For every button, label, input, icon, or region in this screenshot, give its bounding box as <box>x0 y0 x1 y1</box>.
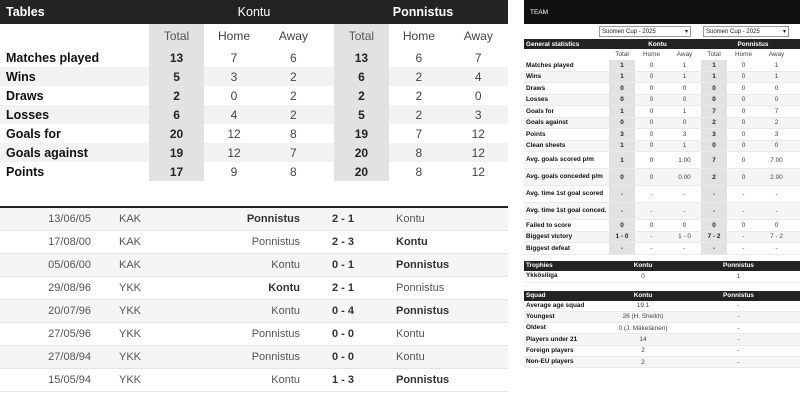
right-panel <box>524 0 800 400</box>
stat-value: 7 <box>774 107 779 115</box>
table-row <box>0 67 508 86</box>
team1-name[interactable]: Kontu <box>237 5 271 19</box>
match-home-team[interactable]: Ponnistus <box>246 213 300 225</box>
stat-label: Wins <box>526 73 542 80</box>
stat-value: 0 <box>741 84 746 92</box>
stat-value: 3 <box>701 129 727 140</box>
stat-value: 2 <box>701 118 727 129</box>
general-statistics-title: General statistics <box>526 40 580 48</box>
stat-value: 0 <box>649 84 654 92</box>
stat-value: 4 <box>230 107 238 122</box>
stat-value: 0.00 <box>678 173 691 181</box>
col-away-1: Away <box>278 29 308 43</box>
stat-value: 5 <box>334 105 390 124</box>
squad-value-1: 14 <box>639 336 647 344</box>
tables-column-headers <box>0 24 508 48</box>
stat-value: 2 <box>290 88 297 103</box>
stat-value: - <box>650 207 653 215</box>
stat-row <box>524 95 800 107</box>
match-competition: YKK <box>119 351 142 363</box>
stat-value: 1 - 0 <box>609 232 635 243</box>
match-score[interactable]: 1 - 3 <box>331 374 354 386</box>
squad-row <box>524 323 800 334</box>
team2-name[interactable]: Ponnistus <box>392 5 454 19</box>
stat-value: 2 <box>415 88 423 103</box>
stat-value: 0 <box>609 95 635 106</box>
row-label: Points <box>6 164 45 179</box>
stat-value: 1.00 <box>678 156 691 164</box>
stat-value: 0 <box>609 220 635 231</box>
season-select-2-value: Suomen Cup - 2025 <box>706 28 760 35</box>
match-date: 13/06/05 <box>48 213 91 225</box>
squad-value-1: 2 <box>641 347 645 355</box>
stat-value: 1 <box>774 61 779 69</box>
stat-value: - <box>683 244 686 252</box>
stat-row <box>524 129 800 141</box>
stat-value: 0 <box>701 141 727 152</box>
match-home-team[interactable]: Ponnistus <box>251 236 300 248</box>
stat-value: 20 <box>334 162 390 181</box>
stat-value: 7 <box>230 50 238 65</box>
stat-value: 20 <box>149 124 205 143</box>
stat-row <box>524 141 800 153</box>
stat-value: - <box>701 243 727 254</box>
stat-value: 0 <box>682 96 687 104</box>
match-away-team[interactable]: Kontu <box>396 236 428 248</box>
stat-value: 0 <box>649 142 654 150</box>
stat-value: 19 <box>334 124 390 143</box>
match-score[interactable]: 2 - 3 <box>331 236 354 248</box>
match-away-team[interactable]: Kontu <box>396 328 425 340</box>
stat-value: 2 <box>701 169 727 185</box>
stat-value: 13 <box>334 48 390 67</box>
match-score[interactable]: 0 - 0 <box>331 328 354 340</box>
stat-value: 12 <box>227 126 241 141</box>
stat-value: - <box>609 243 635 254</box>
stat-value: 2 <box>290 69 297 84</box>
squad-header <box>524 291 800 301</box>
stat-value: - <box>609 186 635 202</box>
rcol-away-2: Away <box>768 51 785 58</box>
row-label: Goals against <box>6 145 88 160</box>
squad-value-2: - <box>737 302 740 310</box>
squad-label: Non-EU players <box>526 358 574 366</box>
match-date: 27/08/94 <box>48 351 91 363</box>
stat-value: 7 - 2 <box>770 233 783 241</box>
squad-team2: Ponnistus <box>723 292 754 299</box>
stat-value: 7 - 2 <box>701 232 727 243</box>
match-away-team[interactable]: Ponnistus <box>396 259 450 271</box>
trophy-value-1: 0 <box>641 272 645 280</box>
match-competition: KAK <box>119 213 142 225</box>
team-header <box>524 0 800 24</box>
stat-value: 0 <box>609 83 635 94</box>
stat-value: 12 <box>471 126 485 141</box>
squad-label: Foreign players <box>526 347 574 355</box>
stat-value: 2 <box>415 69 423 84</box>
stat-value: 20 <box>334 143 390 162</box>
match-home-team[interactable]: Ponnistus <box>251 351 300 363</box>
stat-value: 7.00 <box>770 156 783 164</box>
match-row[interactable] <box>0 369 508 392</box>
stat-value: 1 <box>609 106 635 117</box>
stat-value: 0 <box>741 156 746 164</box>
stat-value: 8 <box>415 164 423 179</box>
squad-team1: Kontu <box>633 292 653 299</box>
row-label: Losses <box>6 107 50 122</box>
stat-value: 1 <box>609 72 635 83</box>
stat-value: 12 <box>471 164 485 179</box>
stat-value: 8 <box>290 164 297 179</box>
squad-title: Squad <box>526 292 546 299</box>
stat-value: 0 <box>774 96 779 104</box>
stat-value: 0 <box>741 221 746 229</box>
trophy-label: Ykkösliiga <box>526 272 558 280</box>
match-competition: KAK <box>119 259 142 271</box>
stat-value: 0 <box>649 130 654 138</box>
stat-value: 0 <box>649 173 654 181</box>
stat-value: 3 <box>682 130 687 138</box>
stat-value: - <box>742 244 745 252</box>
team-title: TEAM <box>530 8 549 16</box>
stat-row <box>524 232 800 244</box>
squad-label: Players under 21 <box>526 335 578 343</box>
stat-value: 0 <box>474 88 482 103</box>
trophies-team1: Kontu <box>633 262 653 269</box>
stat-value: 8 <box>415 145 423 160</box>
match-competition: KAK <box>119 236 142 248</box>
table-row <box>0 48 508 67</box>
season-selectors <box>524 24 800 39</box>
stat-value: 0 <box>741 61 746 69</box>
table-row <box>0 105 508 124</box>
stat-value: 0 <box>774 84 779 92</box>
stat-value: 0 <box>741 119 746 127</box>
stat-value: 7 <box>290 145 297 160</box>
squad-value-1: 19.1 <box>636 302 650 310</box>
tables-body <box>0 48 508 181</box>
row-label: Matches played <box>6 50 100 65</box>
stat-value: 7 <box>701 152 727 168</box>
squad-row <box>524 357 800 368</box>
stat-value: 0 <box>682 119 687 127</box>
stat-value: 0 <box>649 156 654 164</box>
chevron-down-icon: ▾ <box>782 29 786 35</box>
stat-value: 2 <box>149 86 205 105</box>
stat-value: 1 - 0 <box>678 233 691 241</box>
trophy-row <box>524 271 800 283</box>
stat-label: Avg. time 1st goal scored <box>526 190 604 198</box>
season-select-1[interactable] <box>599 26 691 37</box>
stat-value: 0 <box>649 107 654 115</box>
stat-value: 0 <box>649 96 654 104</box>
match-away-team[interactable]: Kontu <box>396 351 425 363</box>
stat-value: 0 <box>774 221 779 229</box>
match-score[interactable]: 0 - 1 <box>331 259 354 271</box>
general-team1: Kontu <box>648 40 667 48</box>
squad-label: Average age squad <box>526 301 585 309</box>
match-row[interactable] <box>0 300 508 323</box>
stat-value: 6 <box>334 67 390 86</box>
stat-value: 12 <box>227 145 241 160</box>
stat-label: Losses <box>526 96 549 103</box>
stat-value: 1 <box>774 73 779 81</box>
stat-label: Failed to score <box>526 221 572 229</box>
table-row <box>0 143 508 162</box>
row-label: Wins <box>6 69 36 84</box>
stat-value: 7 <box>474 50 482 65</box>
stat-label: Goals against <box>526 119 568 126</box>
stat-value: 17 <box>149 162 205 181</box>
match-away-team[interactable]: Ponnistus <box>396 305 450 317</box>
trophies-header <box>524 261 800 271</box>
stat-value: 8 <box>290 126 297 141</box>
stat-row <box>524 186 800 203</box>
stat-value: 0 <box>701 220 727 231</box>
stat-value: 3 <box>774 130 779 138</box>
row-label: Draws <box>6 88 44 103</box>
stat-value: 3 <box>474 107 482 122</box>
stat-value: - <box>650 244 653 252</box>
general-statistics-header <box>524 39 800 49</box>
stat-label: Clean sheets <box>526 142 566 149</box>
stat-row <box>524 169 800 186</box>
stat-value: 1 <box>609 152 635 168</box>
stat-value: 7 <box>701 106 727 117</box>
match-date: 27/05/96 <box>48 328 91 340</box>
stat-value: 0 <box>741 142 746 150</box>
stat-value: - <box>683 207 686 215</box>
table-row <box>0 124 508 143</box>
col-away-2: Away <box>463 29 493 43</box>
col-total-1: Total <box>149 24 205 48</box>
stat-value: 9 <box>230 164 238 179</box>
stat-label: Biggest victory <box>526 233 573 240</box>
stat-value: 1 <box>609 60 635 71</box>
chevron-down-icon: ▾ <box>684 29 688 35</box>
stat-value: 0 <box>741 107 746 115</box>
rcol-home-2: Home <box>734 51 753 58</box>
stat-value: 0 <box>230 88 238 103</box>
stat-value: - <box>742 207 745 215</box>
match-row[interactable] <box>0 208 508 231</box>
stat-value: 2 <box>415 107 423 122</box>
stat-row <box>524 220 800 232</box>
stat-value: 6 <box>290 50 297 65</box>
match-date: 29/08/96 <box>48 282 91 294</box>
general-statistics-body <box>524 60 800 255</box>
match-score[interactable]: 0 - 0 <box>331 351 354 363</box>
match-row[interactable] <box>0 254 508 277</box>
col-home-1: Home <box>218 29 251 43</box>
stat-row <box>524 152 800 169</box>
match-home-team[interactable]: Ponnistus <box>251 328 300 340</box>
match-row[interactable] <box>0 277 508 300</box>
stat-value: 0 <box>701 83 727 94</box>
squad-value-1: 2 <box>641 358 645 366</box>
stat-row <box>524 118 800 130</box>
match-row[interactable] <box>0 323 508 346</box>
squad-value-1: 26 (H. Sheikh) <box>622 313 664 321</box>
stat-value: 0 <box>649 119 654 127</box>
stat-value: - <box>742 233 745 241</box>
stat-value: 0 <box>649 61 654 69</box>
rcol-home-1: Home <box>642 51 661 58</box>
stat-value: 1 <box>609 141 635 152</box>
squad-row <box>524 312 800 323</box>
stat-value: 3 <box>230 69 238 84</box>
rcol-total-2: Total <box>707 51 721 58</box>
stat-label: Avg. time 1st goal conced. <box>526 207 607 215</box>
stat-label: Points <box>526 130 546 138</box>
stat-value: 1 <box>701 60 727 71</box>
squad-value-2: - <box>737 347 740 355</box>
stat-value: - <box>775 244 778 252</box>
stat-value: - <box>683 190 686 198</box>
stat-value: 13 <box>149 48 205 67</box>
stat-value: - <box>701 203 727 219</box>
match-date: 05/06/00 <box>48 259 91 271</box>
table-row <box>0 162 508 181</box>
squad-value-2: - <box>737 358 740 366</box>
stat-value: - <box>650 233 653 241</box>
col-home-2: Home <box>402 29 435 43</box>
table-row <box>0 86 508 105</box>
stat-row <box>524 106 800 118</box>
match-away-team[interactable]: Kontu <box>396 213 425 225</box>
season-select-1-value: Suomen Cup - 2025 <box>602 28 656 35</box>
stat-value: 0 <box>609 169 635 185</box>
match-date: 15/05/94 <box>48 374 91 386</box>
stat-row <box>524 72 800 84</box>
stat-value: 5 <box>149 67 205 86</box>
stat-label: Biggest defeat <box>526 244 571 252</box>
trophies-title: Trophies <box>526 262 553 269</box>
stat-label: Avg. goals scored p/m <box>526 156 594 164</box>
stat-value: 6 <box>415 50 423 65</box>
season-select-2[interactable] <box>703 26 789 37</box>
stat-value: - <box>609 203 635 219</box>
stat-value: 19 <box>149 143 205 162</box>
tables-header <box>0 0 508 24</box>
match-home-team[interactable]: Kontu <box>271 374 300 386</box>
stat-value: 2 <box>774 119 779 127</box>
squad-body <box>524 301 800 369</box>
stat-label: Avg. goals conceded p/m <box>526 173 603 181</box>
match-row[interactable] <box>0 231 508 254</box>
squad-value-2: - <box>737 313 740 321</box>
stat-value: 0 <box>701 95 727 106</box>
col-total-2: Total <box>334 24 390 48</box>
squad-label: Oldest <box>526 324 546 332</box>
stat-value: 1 <box>682 107 687 115</box>
match-home-team[interactable]: Kontu <box>268 282 300 294</box>
match-date: 20/07/96 <box>48 305 91 317</box>
match-competition: YKK <box>119 328 142 340</box>
row-label: Goals for <box>6 126 61 141</box>
stat-value: - <box>742 190 745 198</box>
stat-value: 1 <box>701 72 727 83</box>
stat-value: 0 <box>649 73 654 81</box>
stat-row <box>524 60 800 72</box>
match-competition: YKK <box>119 282 142 294</box>
stat-value: 0 <box>682 84 687 92</box>
stat-value: 0 <box>741 96 746 104</box>
stat-label: Goals for <box>526 107 555 115</box>
stat-value: 6 <box>149 105 205 124</box>
match-score[interactable]: 2 - 1 <box>331 213 354 225</box>
stat-label: Draws <box>526 84 546 92</box>
stat-value: - <box>775 207 778 215</box>
match-competition: YKK <box>119 374 142 386</box>
stat-value: 3 <box>609 129 635 140</box>
stat-value: 1 <box>682 73 687 81</box>
stat-row <box>524 83 800 95</box>
squad-row <box>524 301 800 312</box>
stat-value: 7 <box>415 126 423 141</box>
trophies-body <box>524 271 800 283</box>
trophies-team2: Ponnistus <box>723 262 754 269</box>
trophy-value-2: 1 <box>736 272 741 280</box>
general-team2: Ponnistus <box>737 40 769 48</box>
match-row[interactable] <box>0 346 508 369</box>
stat-row <box>524 203 800 220</box>
stat-row <box>524 243 800 255</box>
stat-value: 1 <box>682 61 687 69</box>
stat-value: 0 <box>649 221 654 229</box>
stat-value: 2 <box>334 86 390 105</box>
squad-value-2: - <box>737 324 740 332</box>
squad-row <box>524 334 800 345</box>
stat-value: 4 <box>474 69 482 84</box>
squad-row <box>524 346 800 357</box>
match-score[interactable]: 2 - 1 <box>331 282 354 294</box>
tables-title: Tables <box>6 5 45 19</box>
stat-value: 0 <box>741 73 746 81</box>
squad-value-1: 0 (J. Mäkeläinen) <box>618 324 668 332</box>
match-home-team[interactable]: Kontu <box>271 259 300 271</box>
squad-label: Youngest <box>526 313 555 321</box>
match-competition: YKK <box>119 305 142 317</box>
rcol-total-1: Total <box>615 51 629 58</box>
stat-value: 0 <box>741 173 746 181</box>
general-column-headers <box>524 49 800 60</box>
match-home-team[interactable]: Kontu <box>271 305 300 317</box>
match-score[interactable]: 0 - 4 <box>331 305 354 317</box>
rcol-away-1: Away <box>676 51 693 58</box>
stat-value: - <box>701 186 727 202</box>
stat-value: 1 <box>682 142 687 150</box>
stat-label: Matches played <box>526 61 574 69</box>
stat-value: 0 <box>741 130 746 138</box>
stat-value: 0 <box>774 142 779 150</box>
stat-value: - <box>650 190 653 198</box>
stat-value: 2.00 <box>770 173 783 181</box>
match-list <box>0 208 508 392</box>
stat-value: 0 <box>609 118 635 129</box>
match-away-team[interactable]: Ponnistus <box>396 374 450 386</box>
stat-value: - <box>775 190 778 198</box>
stat-value: 2 <box>290 107 297 122</box>
stat-value: 12 <box>471 145 485 160</box>
match-away-team[interactable]: Ponnistus <box>396 282 445 294</box>
match-date: 17/08/00 <box>48 236 91 248</box>
stat-value: 0 <box>682 221 687 229</box>
squad-value-2: - <box>737 336 740 344</box>
